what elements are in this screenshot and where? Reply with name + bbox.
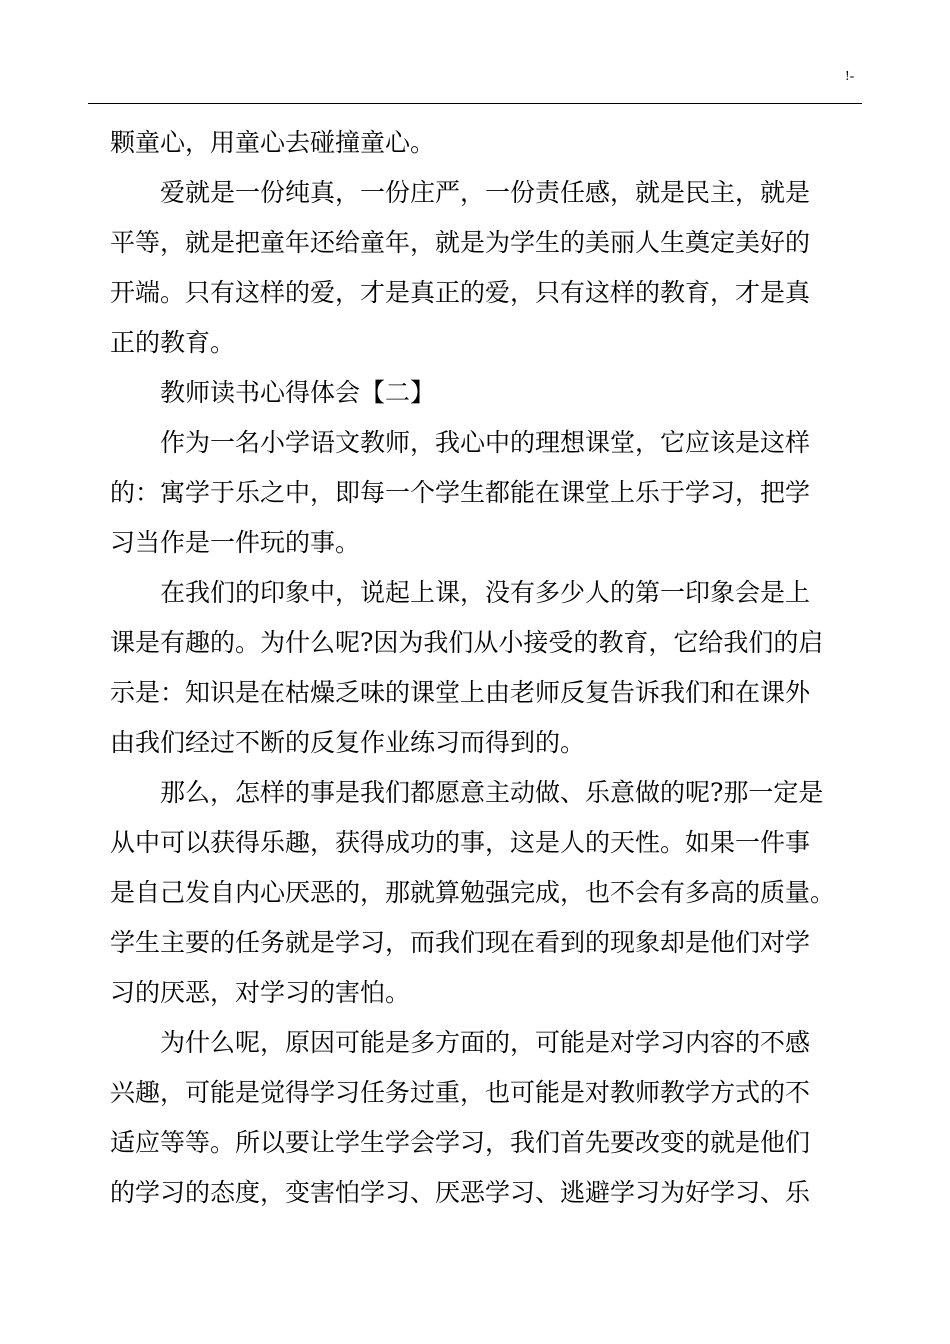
text-line: 的：寓学于乐之中，即每一个学生都能在课堂上乐于学习，把学 — [110, 478, 811, 507]
text-line: 正的教育。 — [110, 328, 236, 357]
section-heading: 教师读书心得体会【二】 — [160, 378, 436, 407]
text-line: 由我们经过不断的反复作业练习而得到的。 — [110, 728, 586, 757]
page-header-mark: !- — [845, 69, 855, 84]
text-line: 在我们的印象中，说起上课，没有多少人的第一印象会是上 — [160, 578, 811, 607]
text-line: 示是：知识是在枯燥乏味的课堂上由老师反复告诉我们和在课外 — [110, 678, 811, 707]
text-line: 课是有趣的。为什么呢?因为我们从小接受的教育，它给我们的启 — [110, 628, 824, 657]
text-line: 习当作是一件玩的事。 — [110, 528, 361, 557]
text-line: 适应等等。所以要让学生学会学习，我们首先要改变的就是他们 — [110, 1128, 811, 1157]
text-line: 从中可以获得乐趣，获得成功的事，这是人的天性。如果一件事 — [110, 828, 811, 857]
text-line: 那么，怎样的事是我们都愿意主动做、乐意做的呢?那一定是 — [160, 778, 824, 807]
text-line: 的学习的态度，变害怕学习、厌恶学习、逃避学习为好学习、乐 — [110, 1178, 811, 1207]
text-line: 平等，就是把童年还给童年，就是为学生的美丽人生奠定美好的 — [110, 228, 811, 257]
text-line: 爱就是一份纯真，一份庄严，一份责任感，就是民主，就是 — [160, 178, 811, 207]
document-body — [110, 118, 870, 1218]
text-line: 为什么呢，原因可能是多方面的，可能是对学习内容的不感 — [160, 1028, 811, 1057]
text-line: 开端。只有这样的爱，才是真正的爱，只有这样的教育，才是真 — [110, 278, 811, 307]
text-line: 颗童心，用童心去碰撞童心。 — [110, 128, 436, 157]
text-line: 习的厌恶，对学习的害怕。 — [110, 978, 411, 1007]
text-line: 学生主要的任务就是学习，而我们现在看到的现象却是他们对学 — [110, 928, 811, 957]
text-line: 作为一名小学语文教师，我心中的理想课堂，它应该是这样 — [160, 428, 811, 457]
text-line: 是自己发自内心厌恶的，那就算勉强完成，也不会有多高的质量。 — [110, 878, 836, 907]
text-line: 兴趣，可能是觉得学习任务过重，也可能是对教师教学方式的不 — [110, 1078, 811, 1107]
header-divider — [88, 103, 862, 104]
